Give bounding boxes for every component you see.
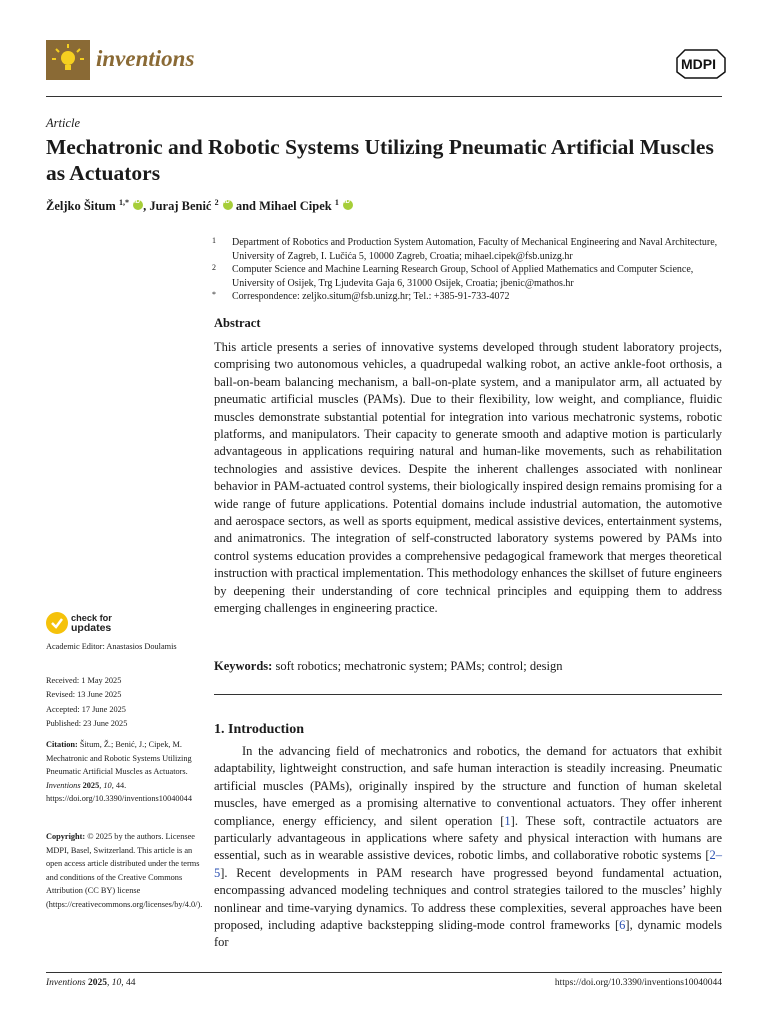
academic-editor: Academic Editor: Anastasios Doulamis [46, 642, 177, 651]
correspondence-item [212, 290, 724, 304]
article-title: Mechatronic and Robotic Systems Utilizing Pneumatic Artificial Muscles as Actuators [46, 135, 714, 185]
journal-header [46, 40, 722, 98]
footer-citation [46, 978, 135, 988]
publisher-logo [675, 48, 722, 78]
citation-block [46, 738, 202, 806]
check-updates-line1: check for [71, 613, 112, 623]
check-updates-line2: updates [71, 622, 112, 634]
author-name: Mihael Cipek [259, 199, 332, 214]
footer-volume: , 10 [106, 978, 122, 988]
intro-paragraph [214, 743, 722, 952]
citation-link[interactable]: 1 [504, 813, 511, 828]
citation-link[interactable]: 2–5 [214, 848, 722, 880]
author-affiliation-marker: 1 [334, 198, 339, 207]
affiliation-text: Correspondence: zeljko.situm@fsb.unizg.hr; Tel.: +385-91-733-4072 [232, 291, 510, 302]
citation-text: Šitum, Ž.; Benić, J.; Cipek, M. Mechatronic and Robotic Systems Utilizing Pneumatic Artificial Muscles as Actuators. [46, 740, 192, 776]
footer-doi-link[interactable]: https://doi.org/10.3390/inventions10040044 [554, 978, 722, 988]
affiliations [212, 236, 724, 304]
orcid-icon[interactable] [343, 200, 353, 210]
article-type: Article [46, 116, 81, 130]
published-date: Published: 23 June 2025 [46, 719, 128, 728]
author-affiliation-marker: 1,* [118, 198, 129, 207]
orcid-icon[interactable] [133, 200, 143, 210]
section-divider [214, 694, 722, 695]
footer-page: , 44 [121, 978, 136, 988]
citation-label: Citation: [46, 740, 78, 749]
header-divider [46, 96, 722, 97]
affiliation-text: Computer Science and Machine Learning Research Group, School of Applied Mathematics and Computer Science, University of Osijek, Trg Ljudevita Gaja 6, 31000 Osijek, Croatia; jbenic@mathos.hr [232, 264, 694, 289]
journal-logo [46, 40, 90, 80]
author-affiliation-marker: 2 [214, 198, 219, 207]
revised-date: Revised: 13 June 2025 [46, 690, 122, 699]
copyright-block [46, 830, 202, 911]
author-name: Juraj Benić [149, 199, 212, 214]
citation-link[interactable]: 6 [619, 918, 626, 933]
journal-name: inventions [96, 46, 195, 71]
affiliation-number: * [212, 290, 216, 299]
copyright-label: Copyright: [46, 832, 86, 841]
check-for-updates-button[interactable] [46, 612, 146, 636]
footer-divider [46, 972, 722, 973]
intro-text-part: ]. Recent developments in PAM research have progressed beyond fundamental actuation, encompassing advanced modeling techniques and control strategies tailored to the muscles’ highly nonlinear and time-varying dynamics. To address these complexities, several approaches have been proposed, including adaptive backstepping sliding-mode control frameworks [ [214, 865, 722, 933]
check-updates-icon [46, 612, 68, 634]
affiliation-number: 2 [212, 263, 216, 272]
footer-year: 2025 [85, 978, 107, 988]
citation-volume: , 10 [99, 780, 112, 790]
citation-doi[interactable]: , 44. https://doi.org/10.3390/inventions10040044 [46, 780, 192, 803]
keywords-text: soft robotics; mechatronic system; PAMs; control; design [272, 659, 563, 673]
affiliation-text: Department of Robotics and Production System Automation, Faculty of Mechanical Engineering and Naval Architecture, University of Zagreb, I. Lučića 5, 10000 Zagreb, Croatia; mihael.cipek@fsb.unizg.hr [232, 237, 718, 262]
section-heading: 1. Introduction [214, 722, 304, 737]
orcid-icon[interactable] [223, 200, 233, 210]
intro-text-part: In the advancing field of mechatronics and robotics, the demand for actuators that exhibit adaptability, lightweight construction, and safe human interaction is steadily increasing. Pneumatic artificial muscles (PAMs), originally inspired by the structure and function of human skeletal muscles, have emerged as a promising alternative to conventional actuators. They offer inherent compliance, energy efficiency, and silent operation [ [214, 744, 722, 828]
abstract-text: This article presents a series of innovative systems developed through student laboratory projects, comprising two autonomous vehicles, a quadrupedal walking robot, an active ankle-foot orthosis, a ball-on-beam balancing mechanism, a ball-on-plate system, and a manipulator arm, all actuated by pneumatic artificial muscles (PAMs). Due to their flexibility, low weight, and compliance, fluidic muscles demonstrate substantial potential for integration into various mechatronic systems, robotic platforms, and manipulators. Their capacity to generate smooth and adaptive motion is particularly advantageous in applications requiring natural and human-like movements, such as rehabilitation technologies and assistive devices. Despite the inherent challenges associated with nonlinear behavior in PAM-actuated control systems, their biologically inspired design remains promising for a wide range of future applications. Potential domains include industrial automation, the automotive and aerospace sectors, as well as sports equipment, medical assistive devices, entertainment systems, and animatronics. The integration of self-constructed laboratory systems powered by PAMs into control systems education provides a comprehensive pedagogical framework that merges theoretical instruction with practical implementation. This methodology enhances the skillset of future engineers by deepening their understanding of core technical principles and equipping them to address emerging challenges in engineering practice. [214, 340, 722, 616]
author-separator: and [232, 199, 260, 214]
publisher-name: MDPI [681, 56, 716, 72]
author-name: Željko Šitum [46, 199, 116, 214]
affiliation-item [212, 263, 724, 290]
affiliation-number: 1 [212, 236, 216, 245]
abstract-heading: Abstract [214, 316, 261, 330]
author-separator: , [143, 199, 150, 214]
received-date: Received: 1 May 2025 [46, 676, 122, 685]
keywords [214, 659, 722, 674]
author-list [46, 198, 353, 214]
intro-text-part: ], dynamic models for [214, 918, 722, 950]
intro-text-part: ]. These soft, contractile actuators are particularly advantageous in applications where safety and physical interaction with humans are essential, such as in wearable assistive devices, robotic limbs, and collaborative robotic systems [ [214, 813, 723, 863]
keywords-label: Keywords: [214, 659, 273, 673]
accepted-date: Accepted: 17 June 2025 [46, 705, 126, 714]
citation-year: 2025 [80, 780, 100, 790]
affiliation-item [212, 236, 724, 263]
lightbulb-icon [46, 40, 90, 80]
copyright-text: © 2025 by the authors. Licensee MDPI, Basel, Switzerland. This article is an open access article distributed under the terms and conditions of the Creative Commons Attribution (CC BY) license (https://creativecommons.org/licenses/by/4.0/). [46, 832, 203, 909]
check-updates-label [71, 613, 112, 633]
citation-journal: Inventions [46, 780, 81, 790]
footer-journal: Inventions [46, 978, 86, 988]
